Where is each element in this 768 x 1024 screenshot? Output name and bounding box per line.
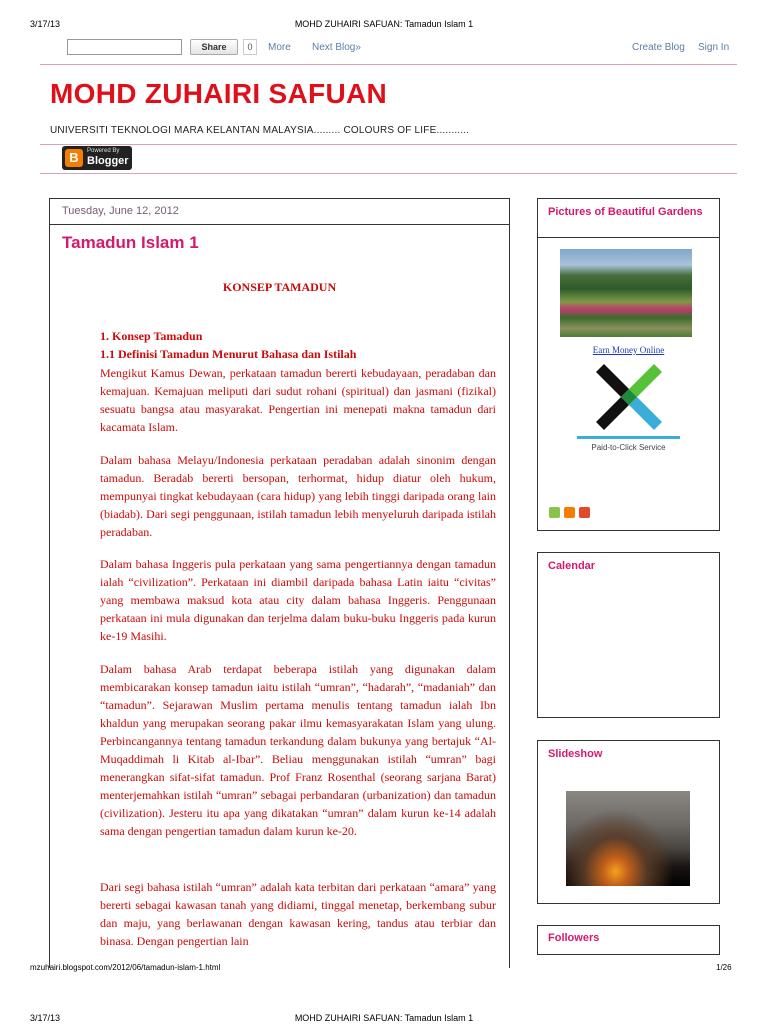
garden-photo[interactable] xyxy=(560,249,692,337)
badge-powered-by: Powered By xyxy=(87,148,120,154)
post-date-divider xyxy=(50,224,509,225)
earn-money-link[interactable]: Earn Money Online xyxy=(592,345,665,355)
header-divider-bottom xyxy=(40,173,737,174)
paragraph-1: Mengikut Kamus Dewan, perkataan tamadun bererti kebudayaan, peradaban dan kemajuan. Kemajuan meliputi dari sudut rohani (spiritual) dan jasmani (fizikal) sesuatu bangsa atau masyarakat. Pengertian ini menepati makna tamadun dari kacamata Islam. xyxy=(100,366,496,434)
blogger-share-icon[interactable] xyxy=(564,507,575,518)
google-share-icon[interactable] xyxy=(549,507,560,518)
powered-by-blogger-badge[interactable] xyxy=(62,146,132,170)
header-divider-middle xyxy=(40,144,737,145)
paragraph-3: Dalam bahasa Inggeris pula perkataan yang sama pengertiannya dengan tamadun ialah “civilization”. Perkataan ini diambil daripada bahasa Latin iaitu “civitas” yang membawa maksud kota atau city dalam bahasa Inggeris. Penggunaan perkataan ini mula digunakan dan terjelma dalam buku-buku Inggeris pada kurun ke-19 Masihi. xyxy=(100,557,496,643)
paragraph-5: Dari segi bahasa istilah “umran” adalah kata terbitan dari perkataan “amara” yang bererti sebagai kawasan tanah yang didiami, tinggal menetap, berkembang subur dan maju, yang berlawanan dengan kawasan kering, tandus atau terbiar dan binasa. Dengan pengertian lain xyxy=(100,880,496,948)
followers-widget xyxy=(537,925,720,955)
page-url: mzuhairi.blogspot.com/2012/06/tamadun-islam-1.html xyxy=(30,963,221,972)
blog-title[interactable]: MOHD ZUHAIRI SAFUAN xyxy=(50,78,388,109)
create-blog-link[interactable]: Create Blog xyxy=(632,42,685,53)
paragraph-4: Dalam bahasa Arab terdapat beberapa istilah yang digunakan dalam membicarakan konsep tamadun iaitu istilah “umran”, “hadarah”, “madaniah” dan “tamadun”. Sejarawan Muslim pertama menulis tentang tamadun ialah Ibn khaldun yang merupakan seorang pakar ilmu kemasyarakatan Islam yang ulung. Perbincangannya tentang tamadun terkandung dalam bukunya yang bertajuk “Al-Muqaddimah li Kitab al-Ibar”. Beliau menggunakan istilah “umran” bagi menerangkan sifat-sifat tamadun. Prof Franz Rosenthal (seorang sarjana Barat) menterjemahkan istilah “umran” sebagai perbandaran (urbanization) dan tamadun (civilization). Jesteru itu apa yang dikatakan “umran” dalam kurun ke-14 adalah sama dengan pengertian tamadun dalam kurun ke-20. xyxy=(100,662,496,838)
print-title: MOHD ZUHAIRI SAFUAN: Tamadun Islam 1 xyxy=(294,19,474,29)
more-link[interactable]: More xyxy=(268,42,291,53)
add-share-icon[interactable] xyxy=(579,507,590,518)
ptc-logo-icon[interactable] xyxy=(596,364,662,430)
followers-widget-title: Followers xyxy=(548,932,600,944)
slideshow-photo[interactable] xyxy=(566,791,690,886)
page-number: 1/26 xyxy=(716,963,732,972)
sign-in-link[interactable]: Sign In xyxy=(698,42,730,53)
gardens-widget-title: Pictures of Beautiful Gardens xyxy=(548,206,703,218)
paragraph-2: Dalam bahasa Melayu/Indonesia perkataan peradaban adalah sinonim dengan tamadun. Beradab bererti bersopan, terhormat, hidup diatur oleh hukum, mempunyai tingkat kebudayaan (cara hidup) yang lebih tinggi daripada orang lain (biadab). Dari segi penggunaan, istilah tamadun lebih menyeluruh daripada istilah peradaban. xyxy=(100,453,496,539)
print-date: 3/17/13 xyxy=(30,19,61,29)
next-print-date: 3/17/13 xyxy=(30,1013,61,1023)
badge-blogger: Blogger xyxy=(87,155,129,167)
blogger-logo-icon: B xyxy=(65,149,83,167)
calendar-widget xyxy=(537,552,720,718)
ptc-caption: Paid-to-Click Service xyxy=(591,443,666,450)
navbar-search-input[interactable] xyxy=(67,39,182,55)
section-heading: 1. Konsep Tamadun xyxy=(100,329,203,343)
post-container xyxy=(49,198,510,968)
subsection-heading: 1.1 Definisi Tamadun Menurut Bahasa dan Istilah xyxy=(100,347,357,361)
post-title[interactable]: Tamadun Islam 1 xyxy=(62,233,199,252)
ptc-divider xyxy=(577,436,680,439)
next-print-title: MOHD ZUHAIRI SAFUAN: Tamadun Islam 1 xyxy=(294,1013,474,1023)
next-blog-link[interactable]: Next Blog» xyxy=(312,42,361,53)
gardens-title-divider xyxy=(538,237,719,238)
slideshow-widget xyxy=(537,740,720,904)
header-divider-top xyxy=(40,64,737,65)
post-date: Tuesday, June 12, 2012 xyxy=(62,205,179,217)
share-button[interactable]: Share xyxy=(190,39,238,55)
post-heading: KONSEP TAMADUN xyxy=(222,280,337,294)
gardens-widget xyxy=(537,198,720,531)
share-count: 0 xyxy=(243,39,257,55)
blog-description: UNIVERSITI TEKNOLOGI MARA KELANTAN MALAYSIA......... COLOURS OF LIFE........... xyxy=(50,125,470,136)
slideshow-widget-title: Slideshow xyxy=(548,748,603,760)
calendar-widget-title: Calendar xyxy=(548,560,596,572)
